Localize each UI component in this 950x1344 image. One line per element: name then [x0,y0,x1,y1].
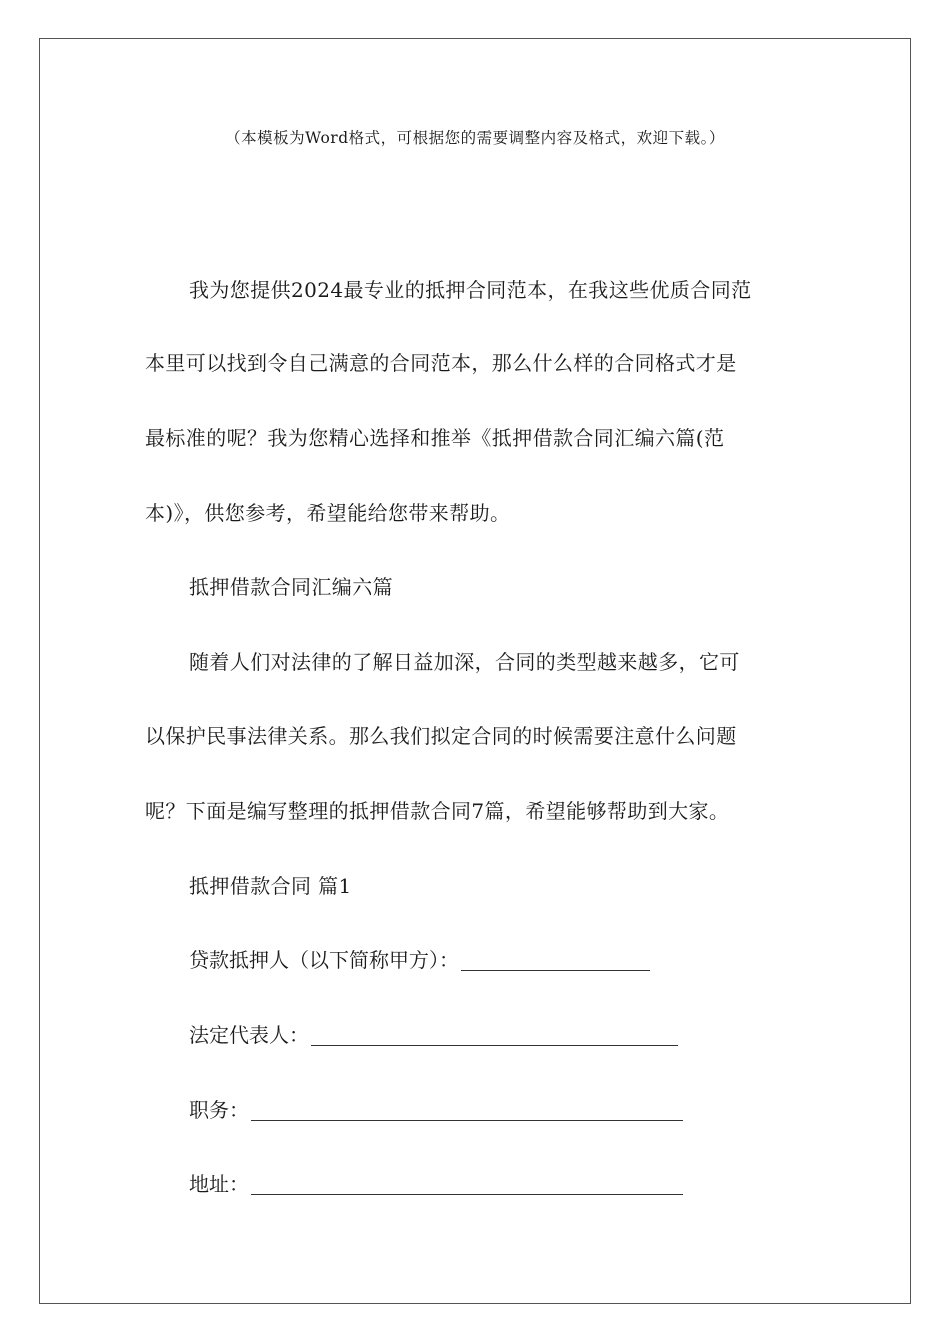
legal-rep-blank[interactable] [311,1025,678,1046]
intro-line-4: 本)》，供您参考，希望能给您带来帮助。 [145,501,511,525]
position-label: 职务： [189,1098,249,1122]
intro-line-2: 本里可以找到令自己满意的合同范本，那么什么样的合同格式才是 [145,351,737,375]
position-blank[interactable] [251,1100,683,1121]
address-label: 地址： [189,1172,249,1196]
address-field [189,1170,683,1198]
mortgagor-blank[interactable] [461,950,650,971]
mortgagor-field [189,946,650,974]
preface-line-3: 呢？下面是编写整理的抵押借款合同7篇，希望能够帮助到大家。 [145,799,730,823]
preface-line-1: 随着人们对法律的了解日益加深，合同的类型越来越多，它可 [189,650,740,674]
collection-title: 抵押借款合同汇编六篇 [189,575,393,599]
template-note: （本模板为Word格式，可根据您的需要调整内容及格式，欢迎下载。） [225,129,725,147]
intro-line-3: 最标准的呢？我为您精心选择和推举《抵押借款合同汇编六篇(范 [145,426,725,450]
intro-line-1: 我为您提供2024最专业的抵押合同范本，在我这些优质合同范 [189,278,752,302]
position-field [189,1096,683,1124]
preface-line-2: 以保护民事法律关系。那么我们拟定合同的时候需要注意什么问题 [145,724,737,748]
contract-title: 抵押借款合同 篇1 [189,874,352,898]
legal-rep-label: 法定代表人： [189,1023,309,1047]
mortgagor-label: 贷款抵押人（以下简称甲方）： [189,948,459,972]
legal-rep-field [189,1021,678,1049]
address-blank[interactable] [251,1174,683,1195]
